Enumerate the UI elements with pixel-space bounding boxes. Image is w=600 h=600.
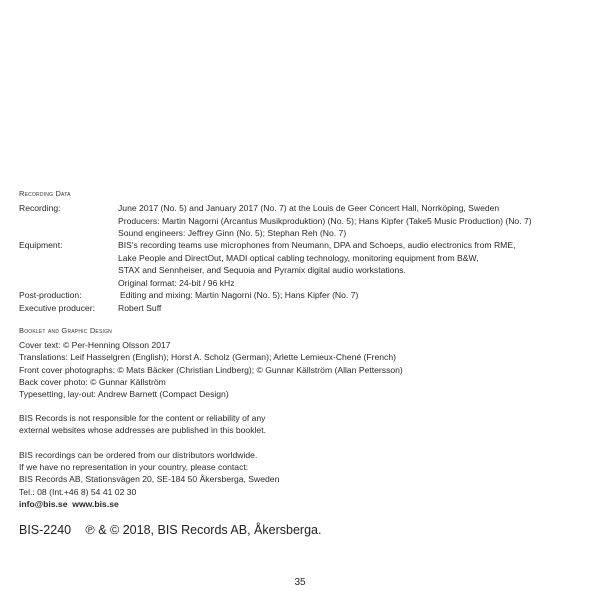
contact-links <box>19 498 119 510</box>
original-format: Original format: 24-bit / 96 kHz <box>118 278 235 288</box>
contact-address: BIS Records AB, Stationsvägen 20, SE-184 50 Åkersberga, Sweden <box>19 474 280 484</box>
typesetting-credit: Typesetting, lay-out: Andrew Barnett (Compact Design) <box>19 389 229 399</box>
translations-credit: Translations: Leif Hasselgren (English); Horst A. Scholz (German); Arlette Lemieux-Chené (French) <box>19 352 396 362</box>
post-production-value: Editing and mixing: Martin Nagorni (No. 5); Hans Kipfer (No. 7) <box>120 290 359 300</box>
equipment-line-3: STAX and Sennheiser, and Sequoia and Pyramix digital audio workstations. <box>118 265 406 275</box>
recording-value: June 2017 (No. 5) and January 2017 (No. 7) at the Louis de Geer Concert Hall, Norrköping, Sweden <box>118 203 500 213</box>
cover-text-credit: Cover text: © Per-Henning Olsson 2017 <box>19 340 171 350</box>
sound-engineers-value: Sound engineers: Jeffrey Ginn (No. 5); Stephan Reh (No. 7) <box>118 228 347 238</box>
equipment-line-1: BIS's recording teams use microphones from Neumann, DPA and Schoeps, audio electronics from RME, <box>118 240 516 250</box>
contact-line-1: BIS recordings can be ordered from our distributors worldwide. <box>19 450 258 460</box>
catalog-number: BIS-2240 <box>19 523 72 537</box>
booklet-design-heading: Booklet and Graphic Design <box>19 326 112 335</box>
recording-data-heading: Recording Data <box>19 189 71 198</box>
contact-line-2: If we have no representation in your country, please contact: <box>19 462 249 472</box>
copyright-footer <box>19 523 325 537</box>
disclaimer-line-1: BIS Records is not responsible for the content or reliability of any <box>19 413 266 423</box>
equipment-label: Equipment: <box>19 240 63 250</box>
copyright-notice: ℗ & © 2018, BIS Records AB, Åkersberga. <box>85 523 322 537</box>
email-link[interactable]: info@bis.se <box>19 499 68 509</box>
executive-producer-label: Executive producer: <box>19 303 95 313</box>
front-cover-credit: Front cover photographs: © Mats Bäcker (Christian Lindberg); © Gunnar Källström (Allan Pettersson) <box>19 365 403 375</box>
executive-producer-value: Robert Suff <box>118 303 162 313</box>
producers-value: Producers: Martin Nagorni (Arcantus Musikproduktion) (No. 5); Hans Kipfer (Take5 Music Production) (No. 7) <box>118 216 532 226</box>
post-production-label: Post-production: <box>19 290 82 300</box>
website-link[interactable]: www.bis.se <box>72 499 119 509</box>
page-number: 35 <box>294 577 306 588</box>
equipment-line-2: Lake People and DirectOut, MADI optical cabling technology, monitoring equipment from B&W, <box>118 253 479 263</box>
back-cover-credit: Back cover photo: © Gunnar Källström <box>19 377 166 387</box>
contact-phone: Tel.: 08 (Int.+46 8) 54 41 02 30 <box>19 487 137 497</box>
disclaimer-line-2: external websites whose addresses are published in this booklet. <box>19 425 266 435</box>
recording-label: Recording: <box>19 203 61 213</box>
